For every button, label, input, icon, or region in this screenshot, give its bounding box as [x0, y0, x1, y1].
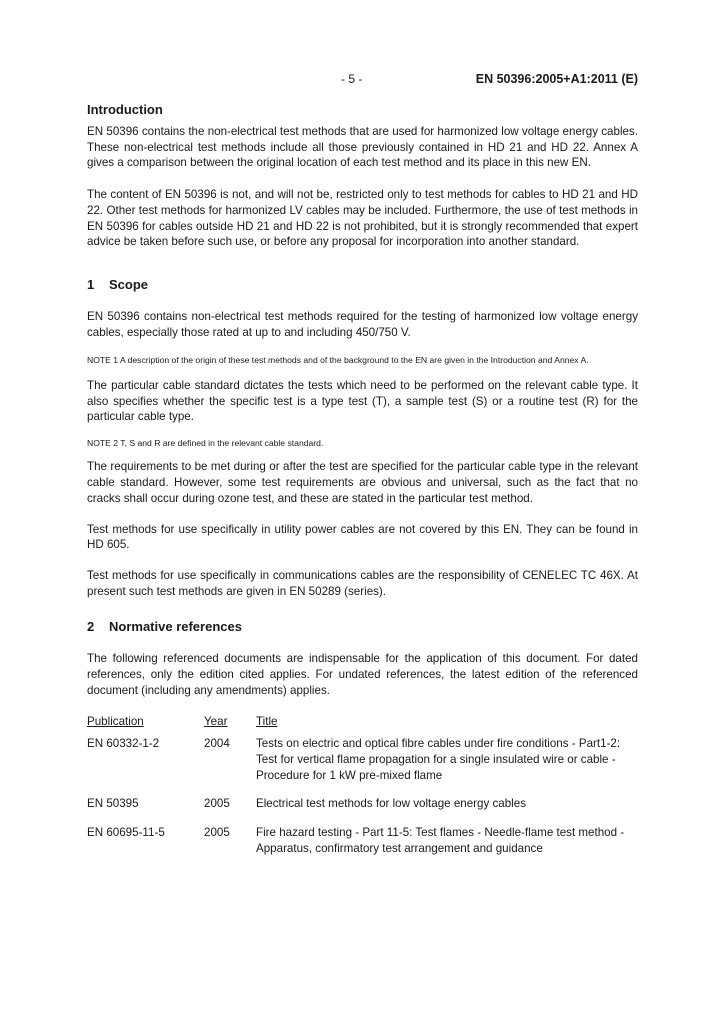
normative-paragraph: The following referenced documents are indispensable for the application of this document. For dated references, only the edition cited applies. For undated references, the latest edition of the referenced document (including any amendments) applies. [87, 652, 638, 697]
column-header-title: Title [256, 715, 278, 729]
reference-year: 2005 [204, 797, 230, 811]
scope-paragraph: Test methods for use specifically in utility power cables are not covered by this EN. They can be found in HD 605. [87, 522, 638, 552]
scope-paragraph: The requirements to be met during or after the test are specified for the particular cable type in the relevant cable standard. However, some test requirements are obvious and universal, such as the fact that no cracks shall occur during ozone test, and these are stated in the particular test method. [87, 460, 638, 505]
reference-title: Electrical test methods for low voltage energy cables [256, 797, 527, 811]
references-header-row [87, 714, 638, 730]
section-number: 2 [87, 619, 95, 635]
table-row [87, 825, 638, 856]
reference-publication: EN 60695-11-5 [87, 825, 165, 839]
column-header-publication: Publication [87, 715, 144, 729]
section-title: Scope [109, 276, 149, 292]
introduction-paragraph: The content of EN 50396 is not, and will not be, restricted only to test methods for cables to HD 21 and HD 22. Other test methods for harmonized LV cables may be included. Furthermore, the use of test methods in EN 50396 for cables outside HD 21 and HD 22 is not prohibited, but it is strongly recommended that expert advice be taken before such use, or before any proposal for incorporation into another standard. [87, 188, 638, 249]
scope-note: NOTE 2 T, S and R are defined in the relevant cable standard. [87, 437, 324, 448]
reference-year: 2005 [204, 825, 230, 839]
reference-title: Fire hazard testing - Part 11-5: Test flames - Needle-flame test method - Apparatus, confirmatory test arrangement and guidance [256, 825, 625, 855]
scope-paragraph: Test methods for use specifically in communications cables are the responsibility of CENELEC TC 46X. At present such test methods are given in EN 50289 (series). [87, 568, 638, 598]
column-header-year: Year [204, 715, 228, 729]
introduction-paragraph: EN 50396 contains the non-electrical test methods that are used for harmonized low voltage energy cables. These non-electrical test methods include all those previously contained in HD 21 and HD 22. Annex A gives a comparison between the original location of each test method and its place in this new EN. [87, 125, 638, 170]
section-number: 1 [87, 276, 95, 292]
section-title: Normative references [109, 619, 242, 635]
table-row [87, 796, 638, 812]
page-header [87, 72, 638, 90]
scope-note: NOTE 1 A description of the origin of these test methods and of the background to the EN are given in the Introduction and Annex A. [87, 355, 589, 366]
reference-title: Tests on electric and optical fibre cables under fire conditions - Part1-2: Test for vertical flame propagation for a single insulated wire or cable - Procedure for 1 kW pre-mixed flame [256, 737, 621, 782]
table-row [87, 736, 638, 783]
scope-paragraph: EN 50396 contains non-electrical test methods required for the testing of harmonized low voltage energy cables, especially those rated at up to and including 450/750 V. [87, 309, 638, 339]
introduction-heading: Introduction [87, 102, 163, 117]
document-body [87, 102, 638, 856]
reference-publication: EN 50395 [87, 797, 139, 811]
references-table [87, 714, 638, 856]
normative-references-heading [87, 619, 638, 635]
page-number: - 5 - [341, 72, 363, 86]
scope-paragraph: The particular cable standard dictates the tests which need to be performed on the relevant cable type. It also specifies whether the specific test is a type test (T), a sample test (S) or a routine test (R) for the particular cable type. [87, 378, 638, 424]
reference-year: 2004 [204, 737, 230, 751]
scope-heading [87, 277, 638, 293]
reference-publication: EN 60332-1-2 [87, 737, 160, 751]
document-identifier: EN 50396:2005+A1:2011 (E) [475, 72, 638, 86]
